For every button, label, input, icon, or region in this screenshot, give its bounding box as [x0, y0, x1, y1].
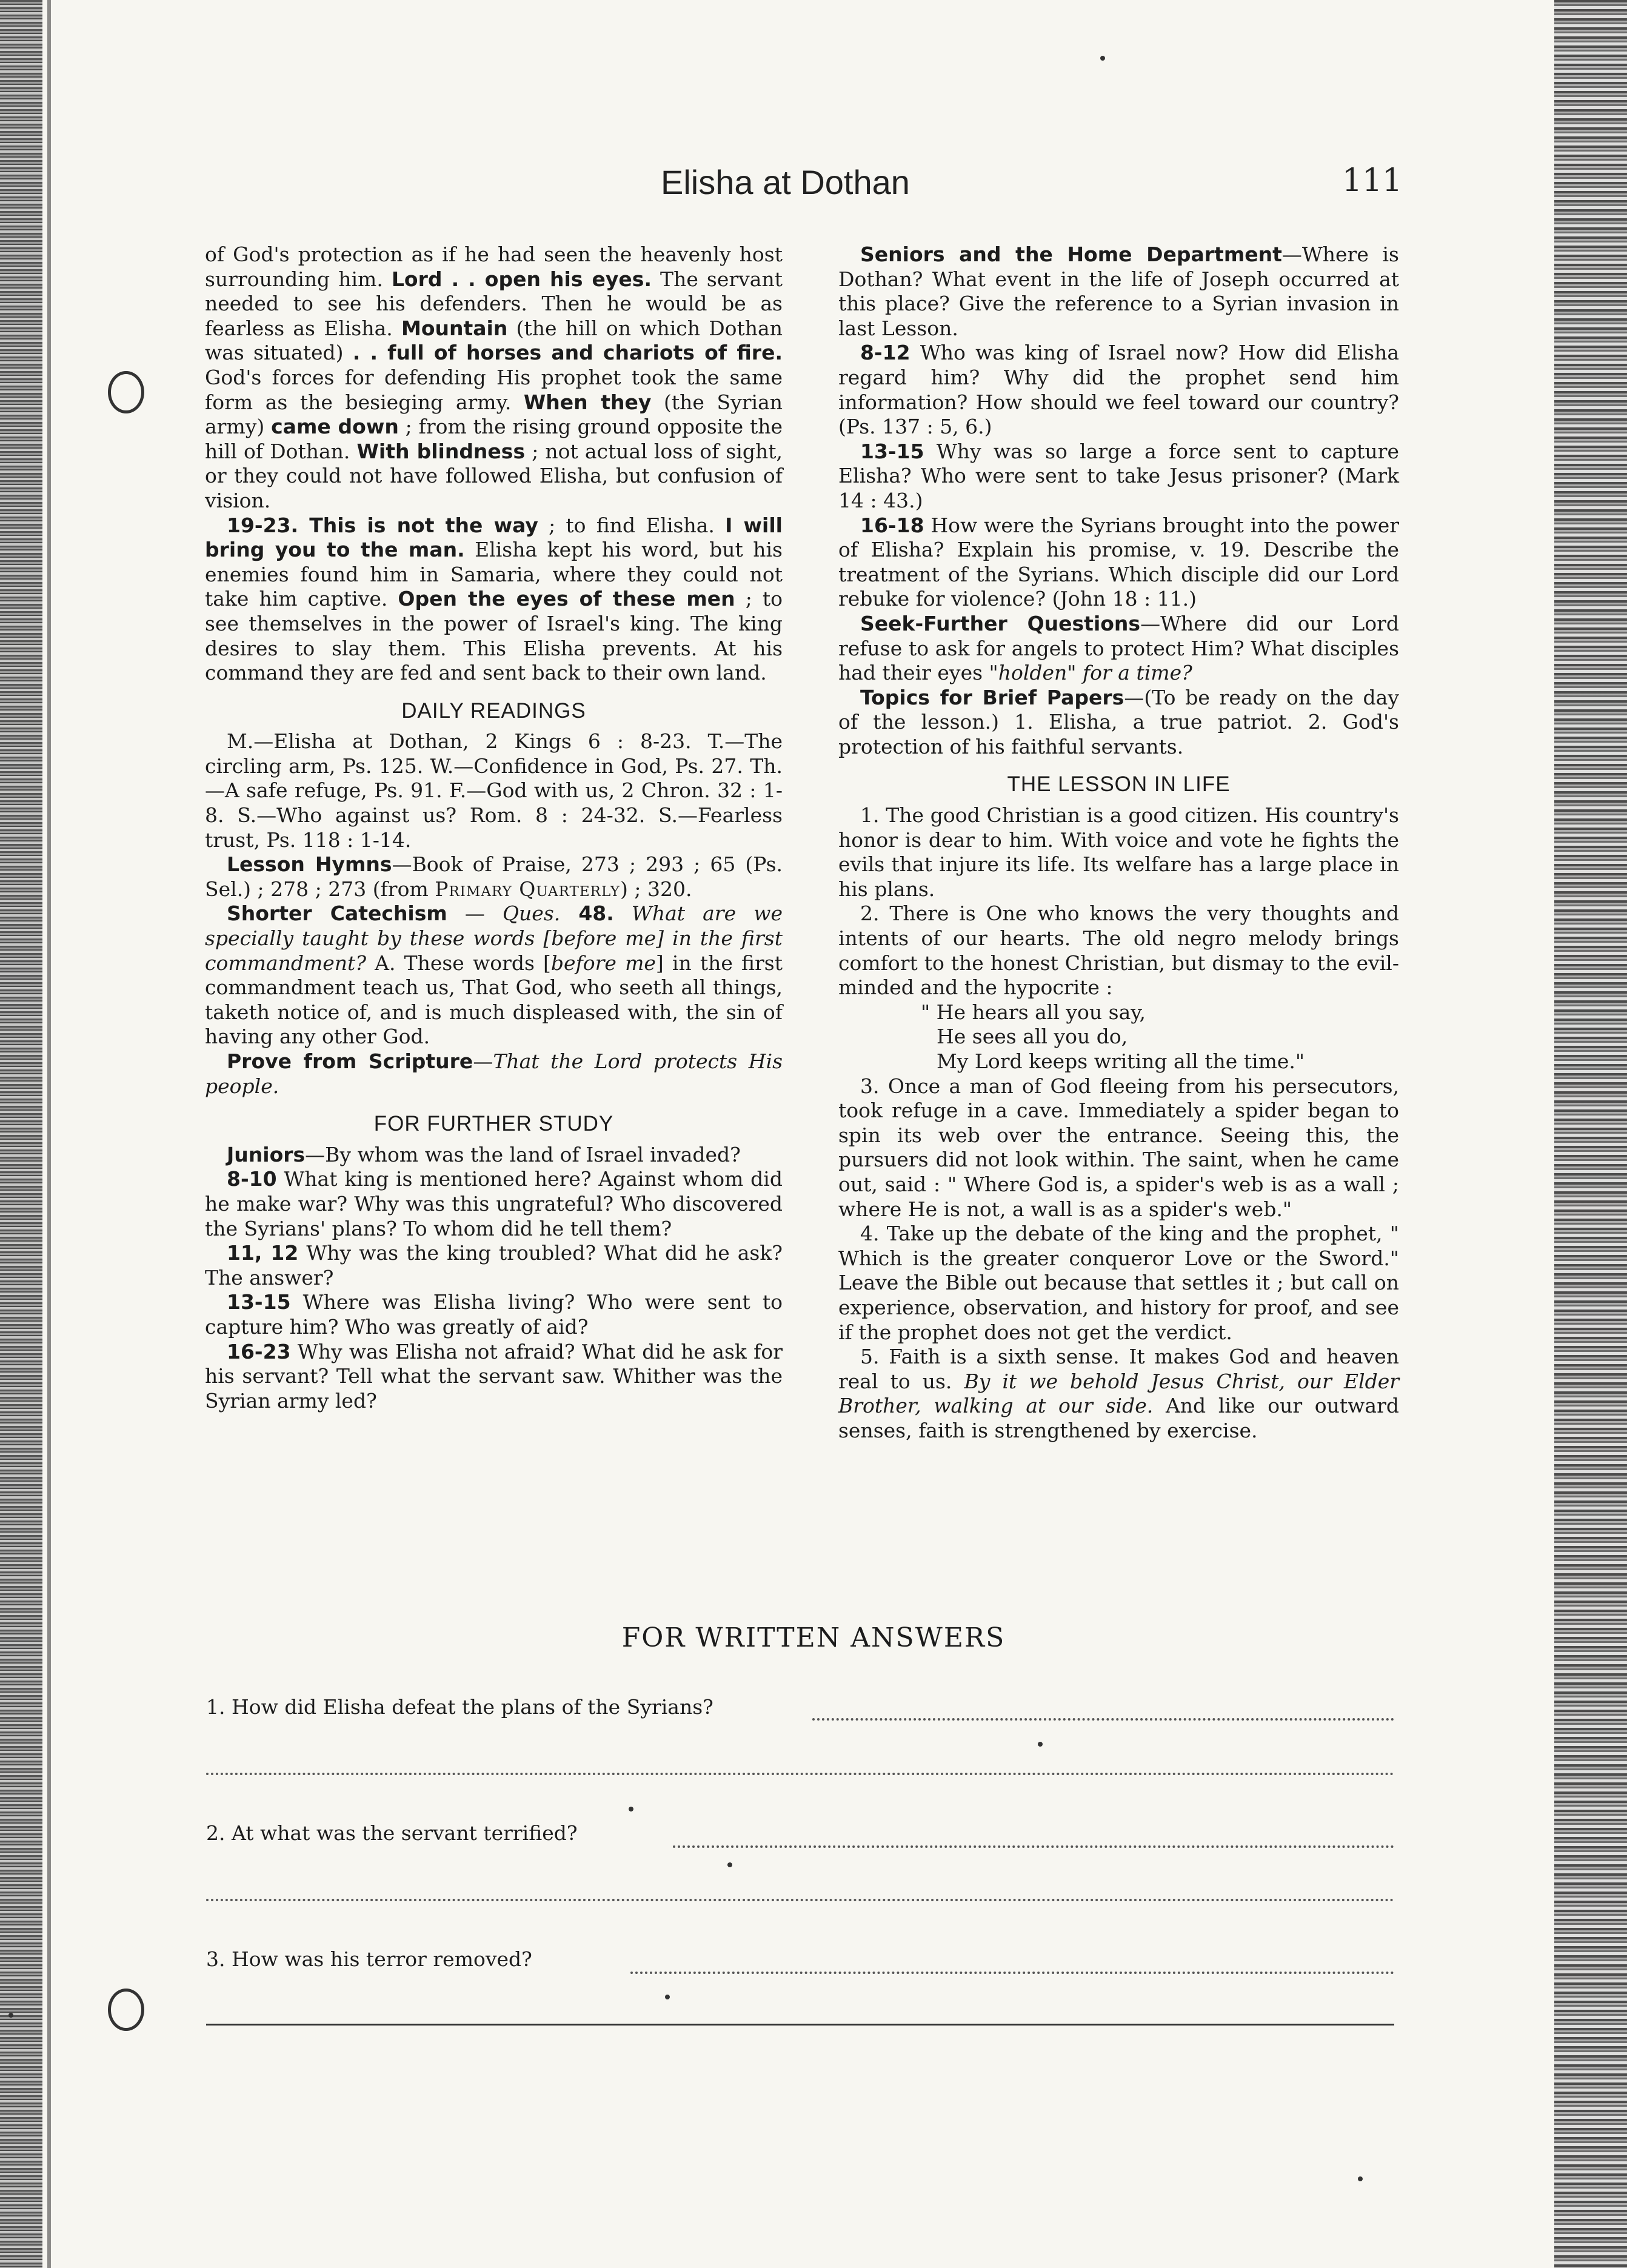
topics-for-papers	[838, 686, 1399, 760]
italic-term: before me	[550, 951, 656, 975]
scan-left-edge	[0, 0, 42, 2268]
bold-term: came down	[271, 415, 399, 439]
lesson-point-3: 3. Once a man of God fleeing from his persecutors, took refuge in a cave. Immediately a spider began to spin its web over the entrance. Seeing this, the pursuers did not look within. The saint, when he came out, said : " Where God is, a spider's web is as a wall ; where He is not, a wall is as a spider's web."	[838, 1074, 1399, 1221]
text-run: How were the Syrians brought into the power of Elisha? Explain his promise, v. 19. Describe the treatment of the Syrians. Which disciple did our Lord rebuke for violence? (John 18 : 11.)	[838, 513, 1399, 611]
bold-term: Lord . . open his eyes.	[391, 267, 652, 291]
written-question-2	[206, 1821, 1394, 1845]
question-text: 1. How did Elisha defeat the plans of the Syrians?	[206, 1695, 713, 1719]
prove-from-scripture	[205, 1049, 783, 1099]
scan-speck	[8, 2013, 13, 2018]
bold-term: Seek-Further Questions	[860, 611, 1141, 635]
bold-term: 48.	[560, 902, 614, 926]
bold-term: 8-12	[860, 341, 910, 365]
verse-line-3: My Lord keeps writing all the time."	[937, 1049, 1305, 1073]
bold-term: 13-15	[227, 1290, 291, 1314]
bold-term: Juniors	[227, 1142, 306, 1166]
lesson-point-2: 2. There is One who knows the very thoughts and intents of our hearts. The old negro melody brings comfort to the honest Christian, but dismay to the evil-minded and the hypocrite :	[838, 902, 1399, 1000]
study-question	[205, 1167, 783, 1241]
lesson-point-5	[838, 1345, 1399, 1443]
text-run: —By whom was the land of Israel invaded?	[305, 1142, 741, 1166]
answer-line[interactable]	[812, 1716, 1394, 1721]
bold-term: 13-15	[860, 439, 924, 463]
answer-line[interactable]	[206, 1770, 1394, 1775]
lesson-point-1: 1. The good Christian is a good citizen. His country's honor is dear to him. With voice and vote he fights the evils that injure its life. Its welfare has a large place in his plans.	[838, 803, 1399, 901]
lesson-point-4: 4. Take up the debate of the king and the prophet, " Which is the greater conqueror Love or the Sword." Leave the Bible out because that settles it ; but call on experience, observation, and history for proof, and see if the prophet does not get the verdict.	[838, 1222, 1399, 1344]
text-run: What king is mentioned here? Against whom did he make war? Why was this ungrateful? Who discovered the Syrians' plans? To whom did he tell them?	[205, 1167, 783, 1240]
question-text: 2. At what was the servant terrified?	[206, 1821, 578, 1845]
study-question	[205, 1241, 783, 1290]
bold-term: When they	[523, 390, 652, 414]
bold-term: 8-10	[227, 1167, 277, 1191]
text-run: —Where did our Lord refuse to ask for angels to protect Him? What disciples had their eyes	[838, 611, 1399, 685]
scan-speck	[727, 1862, 732, 1867]
bold-term: I will bring you to the man.	[205, 513, 783, 562]
text-run: Where was Elisha living? Who were sent to capture him? Who was greatly of aid?	[205, 1290, 783, 1339]
italic-term: What are we specially taught by these words [before me] in the first commandment?	[205, 902, 783, 975]
text-run: ; not actual loss of sight, or they could not have followed Elisha, but confusion of vision.	[205, 439, 783, 512]
question-text: 3. How was his terror removed?	[206, 1947, 532, 1971]
page-header	[0, 162, 1627, 211]
small-caps-term: Primary Quarterly	[435, 877, 620, 901]
text-run: God's forces for defending His prophet took the same form as the besieging army.	[205, 365, 783, 414]
italic-term: By it we behold Jesus Christ, our Elder Brother, walking at our side.	[838, 1369, 1399, 1418]
text-run: Why was Elisha not afraid? What did he ask for his servant? Tell what the servant saw. Whither was the Syrian army led?	[205, 1339, 783, 1413]
text-run: The servant needed to see his defenders. Then he would be as fearless as Elisha.	[205, 267, 783, 340]
lesson-in-life-heading: THE LESSON IN LIFE	[1007, 772, 1231, 797]
punch-hole-top	[108, 371, 144, 413]
bold-term: Prove from Scripture	[227, 1049, 473, 1073]
bold-term: 16-23	[227, 1339, 291, 1363]
study-question	[205, 1340, 783, 1414]
scan-speck	[629, 1807, 633, 1811]
text-run: And like our outward senses, faith is strengthened by exercise.	[838, 1394, 1399, 1442]
scan-speck	[1358, 2176, 1363, 2181]
text-run: 5. Faith is a sixth sense. It makes God and heaven real to us.	[838, 1345, 1399, 1393]
shorter-catechism	[205, 902, 783, 1049]
page-number: 111	[1342, 162, 1403, 199]
text-run: Why was so large a force sent to capture Elisha? Who were sent to take Jesus prisoner? (Mark 14 : 43.)	[838, 439, 1399, 512]
bold-term: Seniors and the Home Department	[860, 243, 1282, 266]
punch-hole-bottom	[108, 1989, 144, 2031]
scan-speck	[665, 1995, 670, 1999]
answer-line[interactable]	[206, 1896, 1394, 1901]
written-answers-title: FOR WRITTEN ANSWERS	[621, 1622, 1006, 1653]
bold-term: Lesson Hymns	[227, 852, 392, 877]
study-question	[838, 341, 1399, 439]
text-run: ; to see themselves in the power of Israel's king. The king desires to slay them. This Elisha prevents. At his command they are fed and sent back to their own land.	[205, 587, 783, 685]
italic-term: Ques.	[502, 902, 561, 926]
daily-readings-heading: DAILY READINGS	[401, 698, 586, 723]
scan-right-edge	[1554, 0, 1627, 2268]
lesson-hymns	[205, 852, 783, 902]
seniors-question	[838, 243, 1399, 341]
text-run: —	[473, 1049, 493, 1073]
text-run: A. These words [	[366, 951, 551, 975]
study-question	[838, 440, 1399, 513]
scan-speck	[1100, 56, 1105, 61]
text-run: ) ; 320.	[620, 877, 692, 901]
juniors-question	[205, 1143, 783, 1168]
italic-term: "holden" for a time?	[989, 661, 1192, 685]
running-title: Elisha at Dothan	[661, 163, 910, 201]
text-run: —Where is Dothan? What event in the life of Joseph occurred at this place? Give the reference to a Syrian invasion in last Lesson.	[838, 243, 1399, 340]
seek-further-questions	[838, 612, 1399, 686]
text-run: ; to find Elisha.	[538, 513, 726, 537]
commentary-paragraph-1	[205, 243, 783, 513]
written-question-3	[206, 1947, 1394, 1971]
daily-readings: M.—Elisha at Dothan, 2 Kings 6 : 8-23. T.—The circling arm, Ps. 125. W.—Confidence in God, Ps. 27. Th.—A safe refuge, Ps. 91. F.—God with us, 2 Chron. 32 : 1-8. S.—Who against us? Rom. 8 : 24-32. S.—Fearless trust, Ps. 118 : 1-14.	[205, 729, 783, 852]
left-column	[205, 243, 783, 1413]
verse-line-1: " He hears all you say,	[921, 1000, 1146, 1024]
text-run: —	[447, 902, 503, 926]
text-run: (the hill on which Dothan was situated)	[205, 316, 783, 365]
answer-line[interactable]	[673, 1843, 1394, 1848]
text-run: ; from the rising ground opposite the hill of Dothan.	[205, 415, 783, 463]
text-run: Who was king of Israel now? How did Elisha regard him? Why did the prophet send him information? How should we feel toward our country? (Ps. 137 : 5, 6.)	[838, 341, 1399, 439]
bold-term: 19-23. This is not the way	[227, 513, 538, 537]
scan-speck	[1038, 1742, 1043, 1747]
text-run: Elisha kept his word, but his enemies found him in Samaria, where they could not take him captive.	[205, 538, 783, 611]
bold-term: Open the eyes of these men	[398, 587, 735, 611]
text-run: Why was the king troubled? What did he ask? The answer?	[205, 1241, 783, 1290]
study-question	[205, 1290, 783, 1339]
bold-term: With blindness	[356, 439, 526, 463]
verse-line-2: He sees all you do,	[937, 1025, 1128, 1049]
commentary-paragraph-2	[205, 513, 783, 686]
text-run: of God's protection as if he had seen the heavenly host surrounding him.	[205, 243, 783, 291]
right-column	[838, 243, 1399, 1443]
further-study-heading: FOR FURTHER STUDY	[373, 1112, 614, 1136]
study-question	[838, 513, 1399, 612]
answer-line[interactable]	[630, 1969, 1394, 1974]
text-run: ] in the first commandment teach us, That God, who seeth all things, taketh notice of, and is much displeased with, the sin of having any other God.	[205, 951, 783, 1049]
scan-left-rule	[47, 0, 51, 2268]
bold-term: Shorter Catechism	[227, 902, 447, 926]
text-run: (the Syrian army)	[205, 390, 783, 439]
bold-term: 11, 12	[227, 1241, 299, 1265]
answer-line-final[interactable]	[206, 2024, 1394, 2025]
bold-term: . . full of horses and chariots of fire.	[352, 341, 783, 365]
italic-term: That the Lord protects His people.	[205, 1049, 783, 1098]
bold-term: Mountain	[401, 316, 508, 340]
bold-term: 16-18	[860, 513, 924, 537]
text-run: —(To be ready on the day of the lesson.) 1. Elisha, a true patriot. 2. God's protection of his faithful servants.	[838, 685, 1400, 758]
text-run: —Book of Praise, 273 ; 293 ; 65 (Ps. Sel.) ; 278 ; 273 (from	[205, 852, 783, 901]
bold-term: Topics for Brief Papers	[860, 685, 1124, 709]
